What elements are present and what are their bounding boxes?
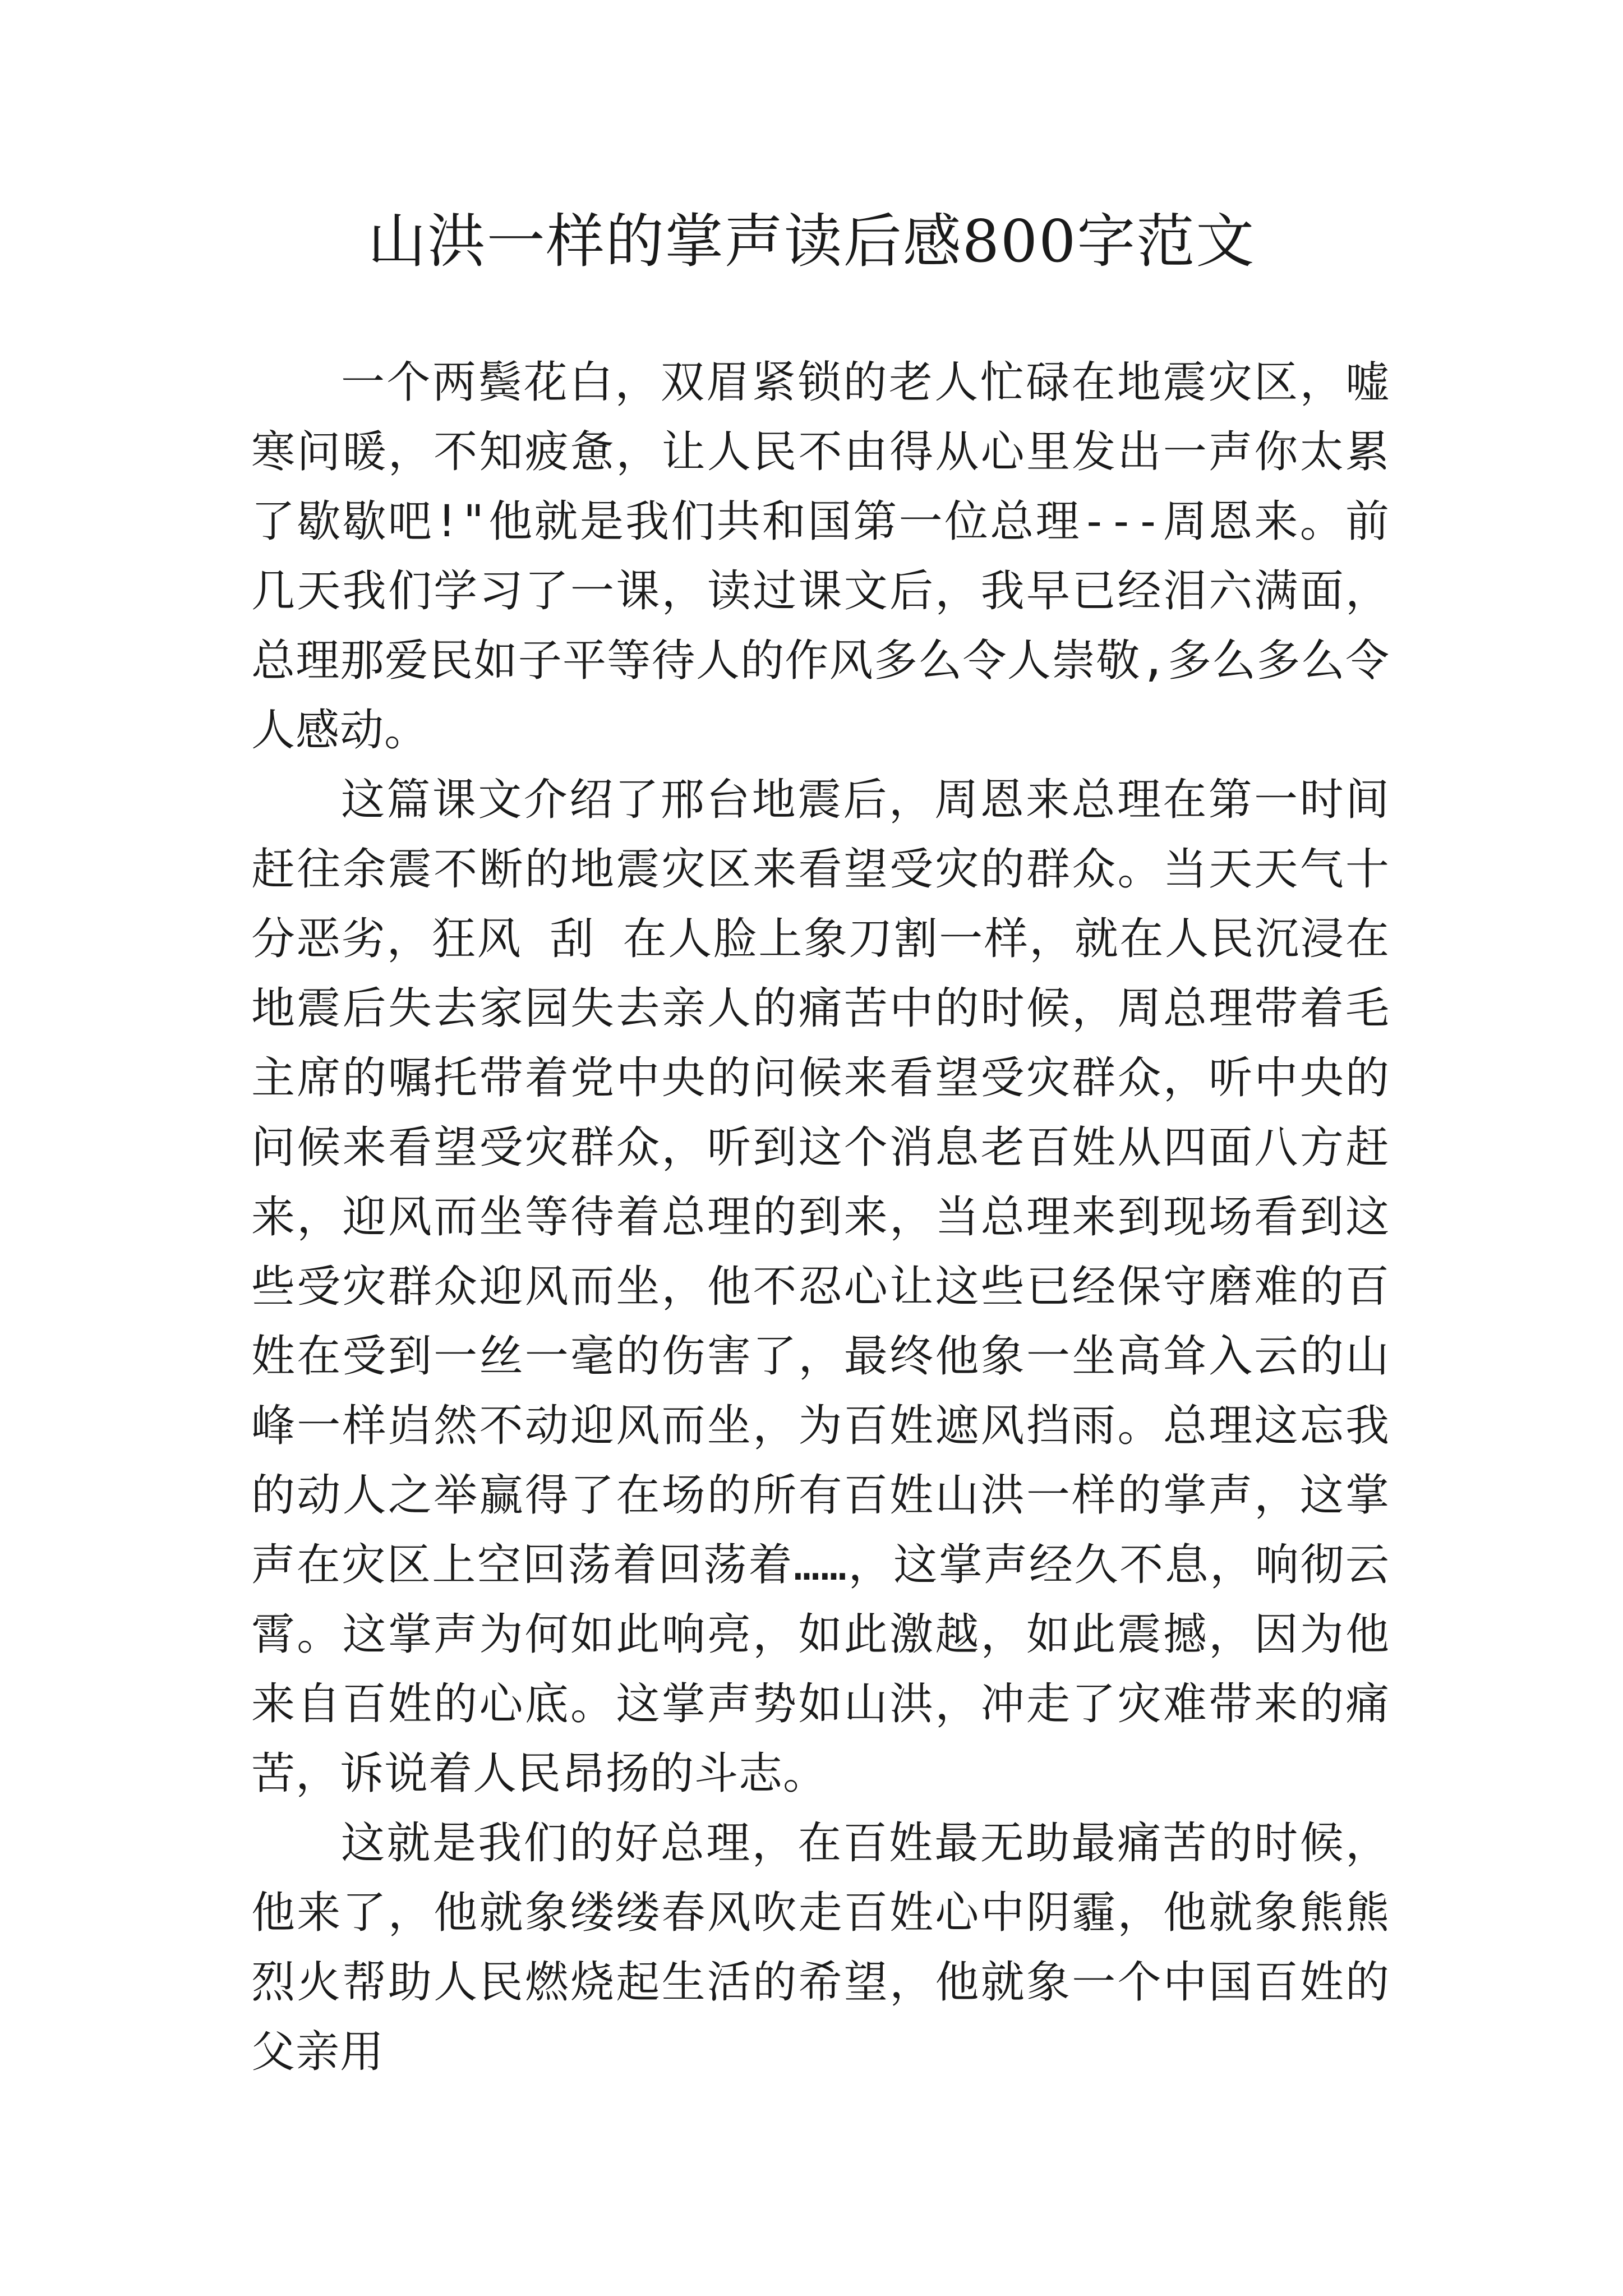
paragraph-3: 这就是我们的好总理，在百姓最无助最痛苦的时候，他来了，他就象缕缕春风吹走百姓心中阴霾，他就象熊熊烈火帮助人民燃烧起生活的希望，他就象一个中国百姓的父亲用 (251, 1818, 1390, 2077)
document-title: 山洪一样的掌声读后感800字范文 (367, 207, 1256, 275)
paragraph-1: 一个两鬓花白，双眉紧锁的老人忙碌在地震灾区，嘘寒问暖，不知疲惫，让人民不由得从心里发出一声你太累了歇歇吧!"他就是我们共和国第一位总理---周恩来。前几天我们学习了一课，读过课文后，我早已经泪六满面，总理那爱民如子平等待人的作风多么令人崇敬,多么多么令人感动。 (251, 357, 1390, 756)
document-body (251, 348, 1390, 2087)
paragraph-2: 这篇课文介绍了邢台地震后，周恩来总理在第一时间赶往余震不断的地震灾区来看望受灾的群众。当天天气十分恶劣，狂风 刮 在人脸上象刀割一样，就在人民沉浸在地震后失去家园失去亲人的痛苦中的时候，周总理带着毛主席的嘱托带着党中央的问候来看望受灾群众，听中央的问候来看望受灾群众，听到这个消息老百姓从四面八方赶来，迎风而坐等待着总理的到来，当总理来到现场看到这些受灾群众迎风而坐，他不忍心让这些已经保守磨难的百姓在受到一丝一毫的伤害了，最终他象一坐高耸入云的山峰一样岿然不动迎风而坐，为百姓遮风挡雨。总理这忘我的动人之举赢得了在场的所有百姓山洪一样的掌声，这掌声在灾区上空回荡着回荡着……，这掌声经久不息，响彻云霄。这掌声为何如此响亮，如此激越，如此震撼，因为他来自百姓的心底。这掌声势如山洪，冲走了灾难带来的痛苦，诉说着人民昂扬的斗志。 (251, 775, 1390, 1799)
